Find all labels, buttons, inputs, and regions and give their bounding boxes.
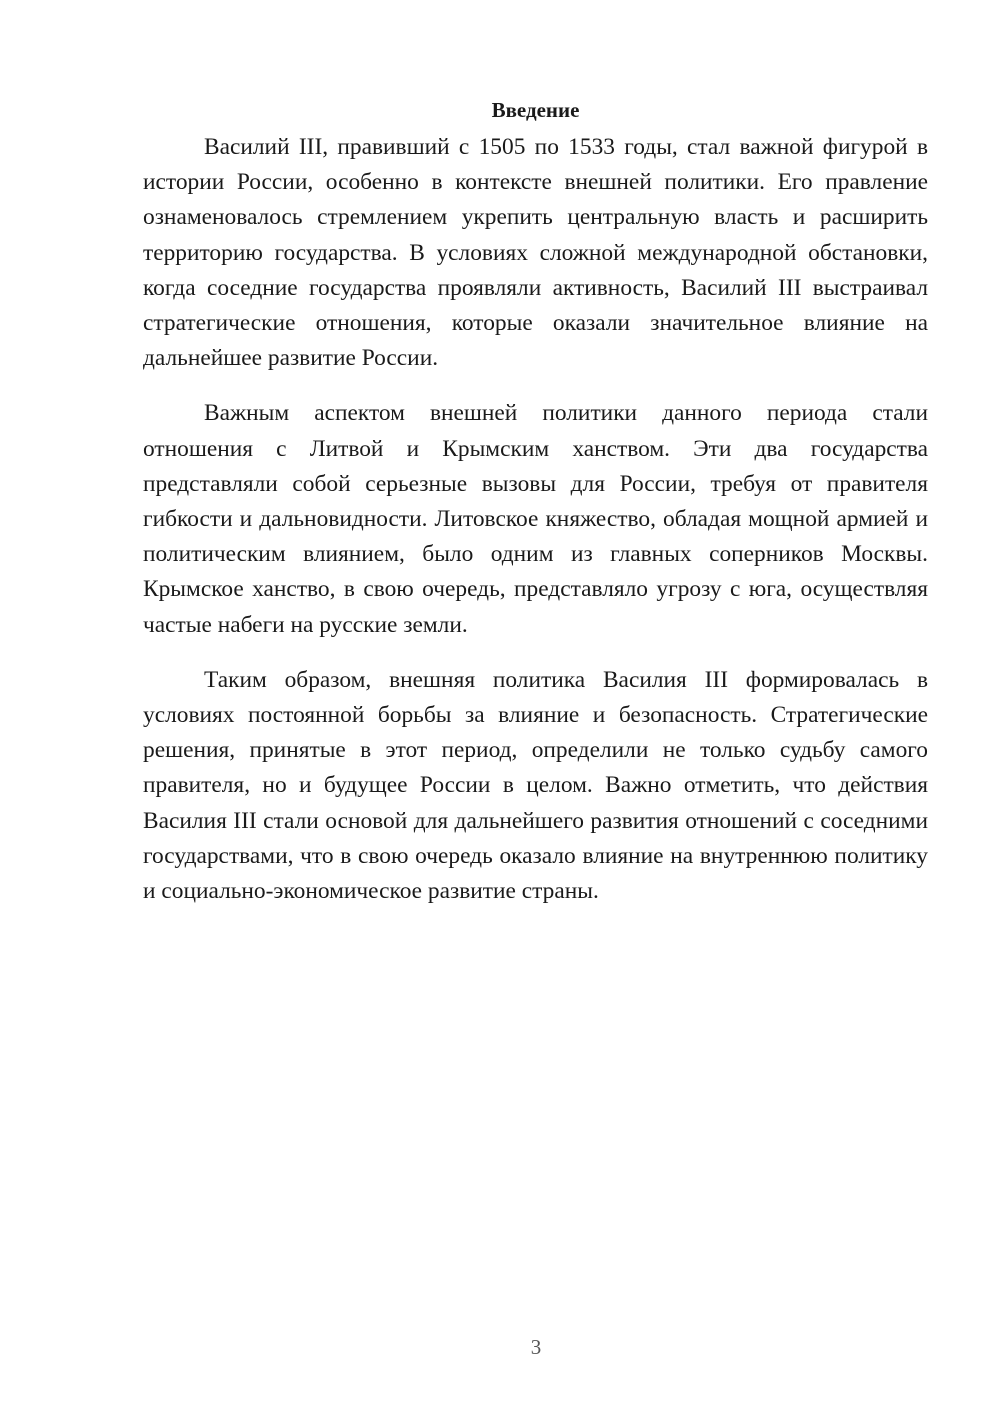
page-number: 3 <box>530 1335 542 1359</box>
paragraph-1: Василий III, правивший с 1505 по 1533 годы, стал важной фигурой в истории России, особенно в контексте внешней политики. Его правление ознаменовалось стремлением укрепить центральную власть и расширить территорию государства. В условиях сложной международной обстановки, когда соседние государства проявляли активность, Василий III выстраивал стратегические отношения, которые оказали значительное влияние на дальнейшее развитие России. <box>143 134 928 372</box>
paragraph-2: Важным аспектом внешней политики данного периода стали отношения с Литвой и Крымским ханством. Эти два государства представляли собой серьезные вызовы для России, требуя от правителя гибкости и дальновидности. Литовское княжество, обладая мощной армией и политическим влиянием, было одним из главных соперников Москвы. Крымское ханство, в свою очередь, представляло угрозу с юга, осуществляя частые набеги на русские земли. <box>143 400 928 638</box>
page-content <box>143 92 928 929</box>
page-title: Введение <box>491 98 580 122</box>
paragraph-3: Таким образом, внешняя политика Василия III формировалась в условиях постоянной борьбы за влияние и безопасность. Стратегические решения, принятые в этот период, определили не только судьбу самого правителя, но и будущее России в целом. Важно отметить, что действия Василия III стали основой для дальнейшего развития отношений с соседними государствами, что в свою очередь оказало влияние на внутреннюю политику и социально-экономическое развитие страны. <box>143 666 928 905</box>
